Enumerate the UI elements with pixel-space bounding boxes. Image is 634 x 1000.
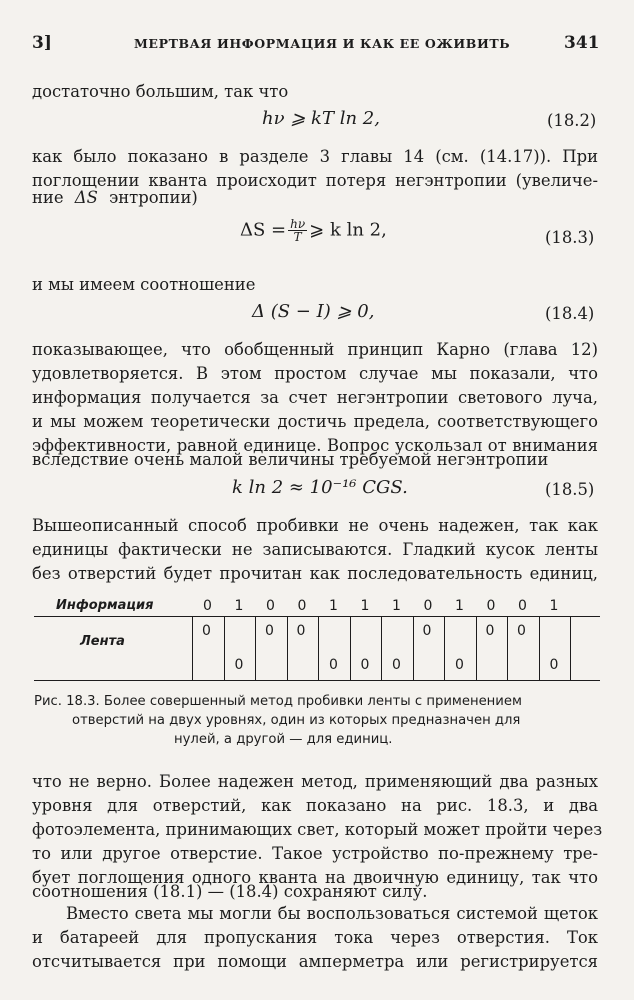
equation-number: (18.3) xyxy=(545,228,595,247)
text-line: достаточно большим, так что xyxy=(32,82,289,101)
tape-cell-divider xyxy=(539,617,540,680)
text-fragment: энтропии) xyxy=(109,188,198,207)
text-line xyxy=(32,186,198,210)
tape-cell-divider xyxy=(476,617,477,680)
equation-lhs: ΔS = xyxy=(240,219,287,241)
figure-caption-line: Рис. 18.3. Более совершенный метод пробивки ленты с применением xyxy=(34,694,522,709)
text-line: бует поглощения одного кванта на двоичную единицу, так что xyxy=(32,868,598,887)
equation-18-2 xyxy=(262,108,380,129)
tape-cell-divider xyxy=(255,617,256,680)
page-number: 341 xyxy=(564,33,600,53)
equation-18-4 xyxy=(252,301,374,322)
figure-caption-line: нулей, а другой — для единиц. xyxy=(174,732,393,747)
tape-cell-divider xyxy=(192,617,193,680)
tape-cell-divider xyxy=(381,617,382,680)
fraction xyxy=(288,218,307,243)
text-line: уровня для отверстий, как показано на рис. 18.3, и два xyxy=(32,796,598,815)
text-line: Вместо света мы могли бы воспользоваться системой щеток xyxy=(66,904,598,923)
information-bit: 0 xyxy=(486,598,496,614)
information-bit: 1 xyxy=(455,598,464,614)
information-bit: 1 xyxy=(392,598,401,614)
tape-hole-lower: 0 xyxy=(455,657,464,673)
figure-caption-line: отверстий на двух уровнях, один из которых предназначен для xyxy=(72,713,521,728)
information-bit: 0 xyxy=(518,598,527,614)
text-line: фотоэлемента, принимающих свет, который может пройти через xyxy=(32,820,603,839)
delta-s-symbol: ΔS xyxy=(74,188,98,207)
equation-body: k ln 2 ≈ 10⁻¹⁶ CGS. xyxy=(232,477,408,498)
information-bit: 1 xyxy=(360,598,370,614)
text-line: и батареей для пропускания тока через отверстия. Ток xyxy=(32,928,598,947)
text-line: и мы имеем соотношение xyxy=(32,275,256,294)
tape-hole-lower: 0 xyxy=(549,657,559,673)
tape-hole-lower: 0 xyxy=(329,657,338,673)
tape-hole-lower: 0 xyxy=(360,657,370,673)
text-line: информация получается за счет негэнтропии светового луча, xyxy=(32,388,598,407)
fraction-denominator: T xyxy=(293,230,302,244)
tape-cell-divider xyxy=(224,617,225,680)
tape-hole-upper: 0 xyxy=(296,623,306,639)
running-title: МЕРТВАЯ ИНФОРМАЦИЯ И КАК ЕЕ ОЖИВИТЬ xyxy=(134,36,511,51)
section-marker: 3] xyxy=(32,33,52,53)
tape-cell-divider xyxy=(507,617,508,680)
tape-hole-upper: 0 xyxy=(422,623,432,639)
tape-cell-divider xyxy=(318,617,319,680)
equation-body: hν ⩾ kT ln 2, xyxy=(262,108,380,129)
fraction-numerator: hν xyxy=(290,217,306,231)
text-line: единицы фактически не записываются. Гладкий кусок ленты xyxy=(32,540,598,559)
tape-cell-divider xyxy=(350,617,351,680)
information-bit: 1 xyxy=(549,598,559,614)
equation-number: (18.5) xyxy=(545,480,595,499)
figure-tape-diagram xyxy=(34,596,600,686)
text-line: как было показано в разделе 3 главы 14 (см. (14.17)). При xyxy=(32,147,598,166)
tape-hole-upper: 0 xyxy=(485,623,495,639)
text-line: поглощении кванта происходит потеря негэнтропии (увеличе- xyxy=(32,171,598,190)
information-bit: 1 xyxy=(234,598,244,614)
top-rule xyxy=(34,616,600,617)
equation-number: (18.2) xyxy=(547,111,597,130)
text-line: что не верно. Более надежен метод, применяющий два разных xyxy=(32,772,598,791)
text-line: Вышеописанный способ пробивки не очень надежен, так как xyxy=(32,516,598,535)
text-line: эффективности, равной единице. Вопрос ускользал от внимания xyxy=(32,436,598,455)
tape-cell-divider xyxy=(287,617,288,680)
equation-number: (18.4) xyxy=(545,304,595,323)
information-bit: 0 xyxy=(266,598,275,614)
text-line: и мы можем теоретически достичь предела, соответствующего xyxy=(32,412,598,431)
equation-body: Δ (S − I) ⩾ 0, xyxy=(252,301,375,322)
information-bit: 1 xyxy=(329,598,338,614)
tape-hole-upper: 0 xyxy=(517,623,526,639)
bottom-rule xyxy=(34,680,600,681)
text-line: то или другое отверстие. Такое устройство по-прежнему тре- xyxy=(32,844,598,863)
tape-hole-upper: 0 xyxy=(202,623,211,639)
tape-hole-upper: 0 xyxy=(265,623,274,639)
text-fragment: ние xyxy=(32,188,64,207)
text-line: соотношения (18.1) — (18.4) сохраняют силу. xyxy=(32,882,428,901)
information-bit: 0 xyxy=(423,598,433,614)
tape-cell-divider xyxy=(570,617,571,680)
information-bit: 0 xyxy=(297,598,307,614)
equation-18-5 xyxy=(232,477,408,498)
text-line: без отверстий будет прочитан как последовательность единиц, xyxy=(32,564,598,583)
text-line: показывающее, что обобщенный принцип Карно (глава 12) xyxy=(32,340,598,359)
equation-rhs: ⩾ k ln 2, xyxy=(309,219,387,241)
equation-18-3 xyxy=(240,218,387,243)
text-line: вследствие очень малой величины требуемой негэнтропии xyxy=(32,450,549,469)
tape-hole-lower: 0 xyxy=(392,657,401,673)
tape-cell-divider xyxy=(413,617,414,680)
row-label-tape: Лента xyxy=(80,634,125,649)
text-line: отсчитывается при помощи амперметра или регистрируется xyxy=(32,952,598,971)
text-line: удовлетворяется. В этом простом случае мы показали, что xyxy=(32,364,598,383)
tape-hole-lower: 0 xyxy=(234,657,244,673)
row-label-information: Информация xyxy=(56,598,154,613)
information-bit: 0 xyxy=(203,598,212,614)
tape-cell-divider xyxy=(444,617,445,680)
